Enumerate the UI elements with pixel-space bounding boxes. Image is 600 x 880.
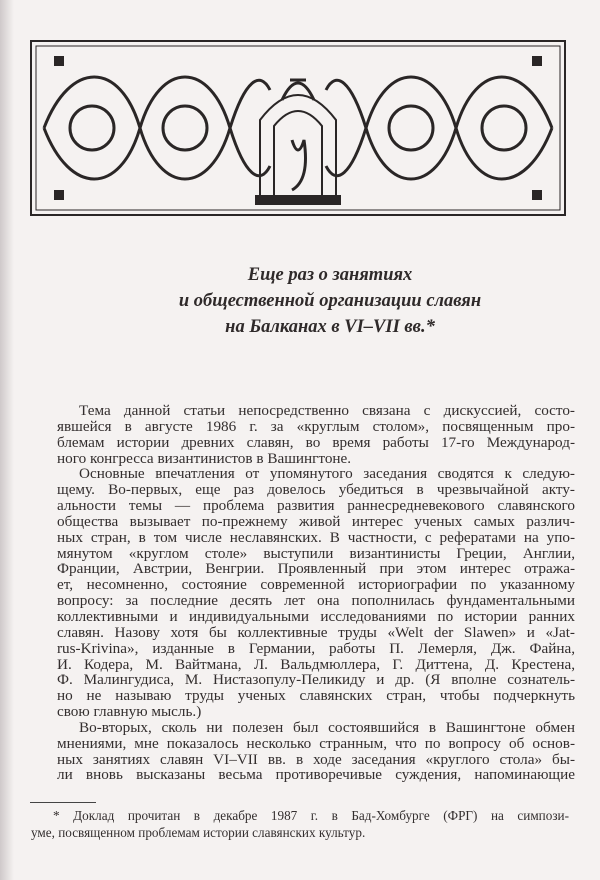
ornamental-headpiece — [30, 40, 566, 216]
text-line: мянутом «круглом столе» выступили византинисты Греции, Англии, — [57, 544, 575, 562]
text-line: но не называю труды ученых славянских стран, чтобы подчеркнуть — [57, 687, 575, 705]
footnote-line: * Доклад прочитан в декабре 1987 г. в Бад-Хомбурге (ФРГ) на симпози- — [53, 808, 569, 823]
text-line: славян. Назову хотя бы коллективные труды «Welt der Slawen» и «Jat- — [57, 623, 575, 641]
text-line: блемам истории древних славян, во время работы 17-го Международ- — [57, 433, 575, 451]
text-line: альности темы — проблема развития раннесредневекового славянского — [57, 497, 575, 515]
text-line: ных стран, в том числе неславянских. В частности, с рефератами на упо- — [57, 528, 575, 546]
title-line: на Балканах в VI–VII вв.* — [225, 317, 435, 337]
footnote — [31, 807, 569, 841]
article-title — [120, 262, 540, 340]
text-line: общества вызывает по-прежнему живой интерес ученых самых различ- — [57, 512, 575, 530]
text-line: Основные впечатления от упомянутого заседания сводятся к следую- — [79, 465, 575, 483]
text-line: ного конгресса византинистов в Вашингтоне. — [57, 449, 352, 467]
paragraph-3 — [57, 720, 575, 783]
footnote-divider — [30, 802, 96, 803]
text-line: ли вновь высказаны весьма противоречивые суждения, напоминающие — [57, 766, 575, 784]
title-line: и общественной организации славян — [178, 291, 482, 311]
text-line: ет, несомненно, состояние современной историографии по указанному — [57, 576, 575, 594]
text-line: щему. Во-первых, еще раз довелось убедиться в чрезвычайной акту- — [57, 481, 575, 499]
page-edge-shadow — [0, 0, 14, 880]
text-line: Ф. Малингудиса, М. Нистазопулу-Пеликиду и др. (Я вполне сознатель- — [57, 671, 575, 689]
text-line: И. Кодера, М. Вайтмана, Л. Вальдмюллера, Г. Диттена, Д. Крестена, — [57, 655, 575, 673]
text-line: вопросу: за последние десять лет она пополнилась фундаментальными — [57, 592, 575, 610]
text-line: свою главную мысль.) — [57, 703, 202, 721]
footnote-line: уме, посвященном проблемам истории славянских культур. — [31, 825, 366, 840]
text-line: Тема данной статьи непосредственно связана с дискуссией, состо- — [79, 402, 575, 419]
paragraph-1 — [57, 403, 575, 466]
title-line: Еще раз о занятиях — [247, 265, 413, 285]
text-line: коллективными и индивидуальными исследованиями по истории ранних — [57, 607, 575, 625]
text-line: мнениями, мне показалось несколько странным, что по вопросу об основ- — [57, 734, 575, 752]
text-line: Франции, Австрии, Венгрии. Проявленный при этом интерес отража- — [57, 560, 575, 578]
text-line: rus-Krivina», изданные в Германии, работы П. Лемерля, Дж. Файна, — [57, 639, 575, 657]
article-body — [57, 403, 575, 783]
text-line: ных занятиях славян VI–VII вв. в ходе заседания «круглого стола» бы- — [57, 750, 575, 768]
paragraph-2 — [57, 466, 575, 720]
text-line: Во-вторых, сколь ни полезен был состоявшийся в Вашингтоне обмен — [79, 718, 575, 736]
text-line: явшейся в августе 1986 г. за «круглым столом», посвященным про- — [57, 417, 575, 435]
